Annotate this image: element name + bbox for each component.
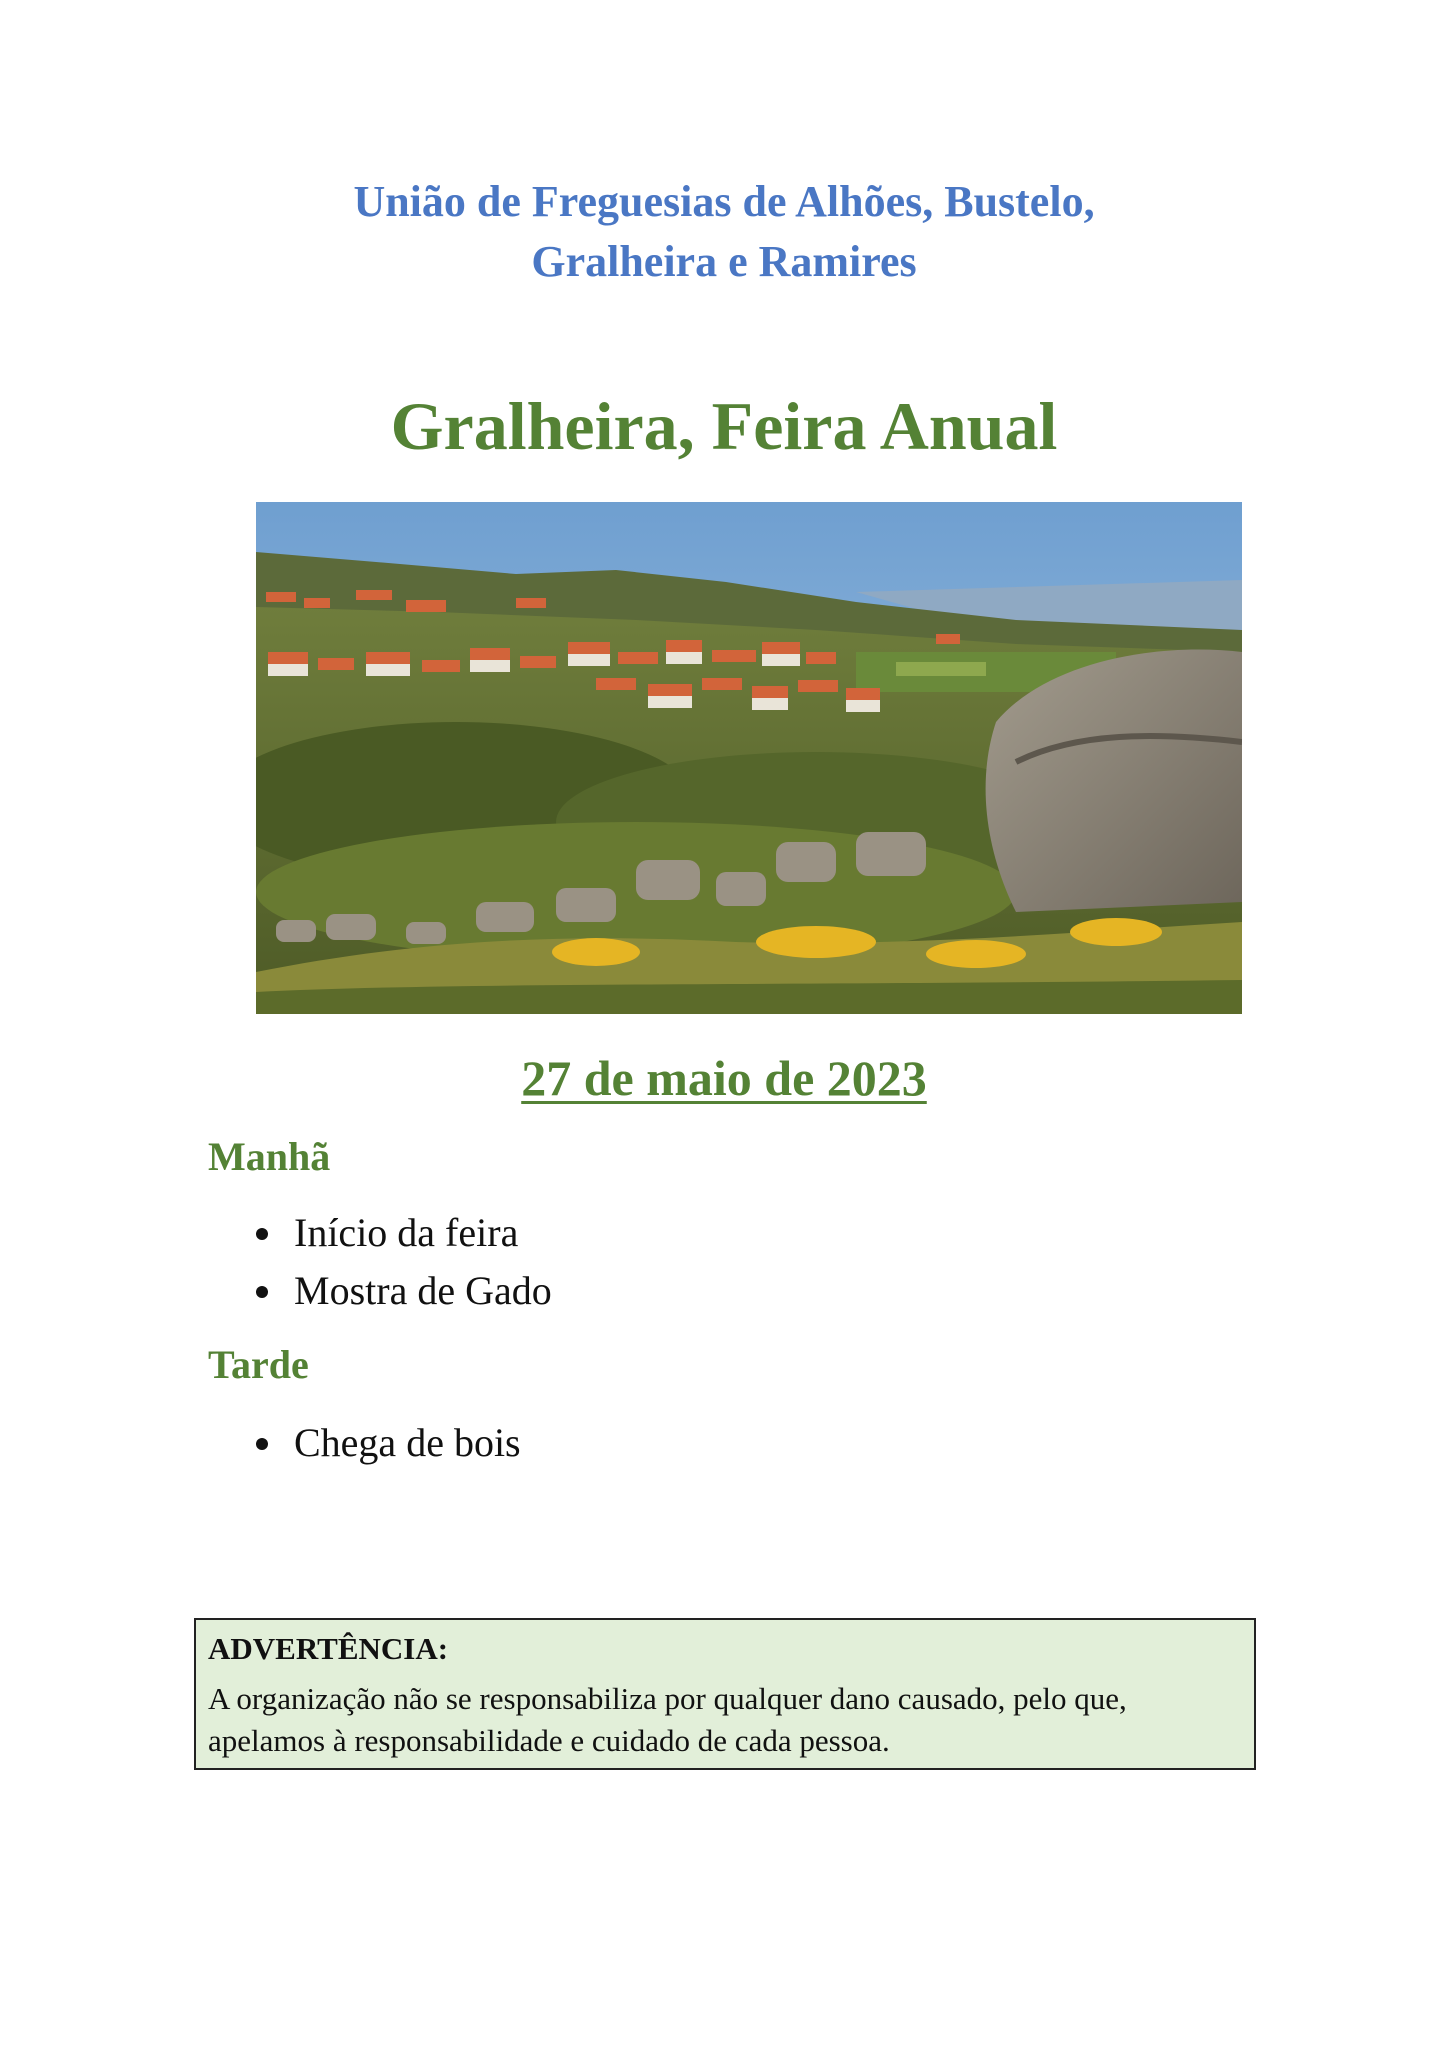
warning-text-line-2: apelamos à responsabilidade e cuidado de cada pessoa. [208, 1723, 890, 1758]
organization-title-line-1: União de Freguesias de Alhões, Bustelo, [353, 177, 1095, 226]
warning-text-line-1: A organização não se responsabiliza por qualquer dano causado, pelo que, [208, 1681, 1127, 1716]
village-landscape-photo [256, 502, 1242, 1014]
event-date [0, 1046, 1448, 1110]
list-item: Início da feira [252, 1204, 552, 1262]
afternoon-list [252, 1414, 521, 1472]
morning-heading: Manhã [208, 1134, 331, 1179]
list-item: Mostra de Gado [252, 1262, 552, 1320]
afternoon-heading: Tarde [208, 1342, 309, 1387]
warning-box [194, 1618, 1256, 1770]
organization-title-line-2: Gralheira e Ramires [531, 237, 917, 286]
warning-text [208, 1678, 1242, 1762]
organization-title [0, 172, 1448, 292]
morning-list [252, 1204, 552, 1320]
warning-heading: ADVERTÊNCIA: [208, 1631, 449, 1666]
event-title: Gralheira, Feira Anual [390, 388, 1058, 464]
event-date-text: 27 de maio de 2023 [521, 1050, 927, 1106]
list-item: Chega de bois [252, 1414, 521, 1472]
